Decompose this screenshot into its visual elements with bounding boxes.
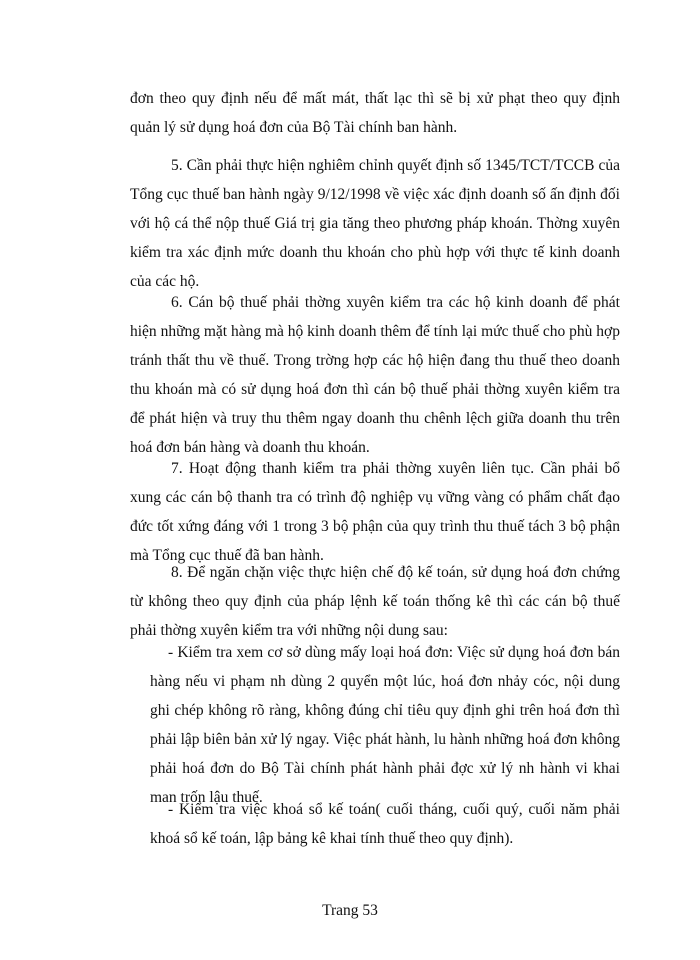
paragraph-continuation: đơn theo quy định nếu để mất mát, thất lạc thì sẽ bị xử phạt theo quy định quản lý sử dụng hoá đơn của Bộ Tài chính ban hành. bbox=[130, 90, 620, 136]
paragraph-item-8: 8. Để ngăn chặn việc thực hiện chế độ kế toán, sử dụng hoá đơn chứng từ không theo quy định của pháp lệnh kế toán thống kê thì các cán bộ thuế phải thờng xuyên kiểm tra với những nội dung sau: bbox=[130, 564, 620, 639]
bullet-item-ledger-check: - Kiểm tra việc khoá sổ kế toán( cuối tháng, cuối quý, cuối năm phải khoá sổ kế toán, lập bảng kê khai tính thuế theo quy định). bbox=[150, 801, 620, 847]
page-number: Trang 53 bbox=[322, 902, 378, 919]
paragraph-item-5: 5. Cần phải thực hiện nghiêm chỉnh quyết định số 1345/TCT/TCCB của Tổng cục thuế ban hành ngày 9/12/1998 về việc xác định doanh số ấn định đối với hộ cá thể nộp thuế Giá trị gia tăng theo phương pháp khoán. Thờng xuyên kiểm tra xác định mức doanh thu khoán cho phù hợp với thực tế kinh doanh của các hộ. bbox=[130, 157, 620, 290]
paragraph-item-6: 6. Cán bộ thuế phải thờng xuyên kiểm tra các hộ kinh doanh để phát hiện những mặt hàng mà hộ kinh doanh thêm để tính lại mức thuế cho phù hợp tránh thất thu về thuế. Trong trờng hợp các hộ hiện đang thu thuế theo doanh thu khoán mà có sử dụng hoá đơn thì cán bộ thuế phải thờng xuyên kiểm tra để phát hiện và truy thu thêm ngay doanh thu chênh lệch giữa doanh thu trên hoá đơn bán hàng và doanh thu khoán. bbox=[130, 294, 620, 456]
bullet-item-invoice-check: - Kiểm tra xem cơ sở dùng mấy loại hoá đơn: Việc sử dụng hoá đơn bán hàng nếu vi phạm nh dùng 2 quyển một lúc, hoá đơn nhảy cóc, nội dung ghi chép không rõ ràng, không đúng chỉ tiêu quy định ghi trên hoá đơn thì phải lập biên bản xử lý ngay. Việc phát hành, lu hành những hoá đơn không phải hoá đơn do Bộ Tài chính phát hành phải đợc xử lý nh hành vi khai man trốn lậu thuế. bbox=[150, 644, 620, 806]
paragraph-item-7: 7. Hoạt động thanh kiểm tra phải thờng xuyên liên tục. Cần phải bổ xung các cán bộ thanh tra có trình độ nghiệp vụ vững vàng có phẩm chất đạo đức tốt xứng đáng với 1 trong 3 bộ phận của quy trình thu thuế tách 3 bộ phận mà Tổng cục thuế đã ban hành. bbox=[130, 460, 620, 564]
